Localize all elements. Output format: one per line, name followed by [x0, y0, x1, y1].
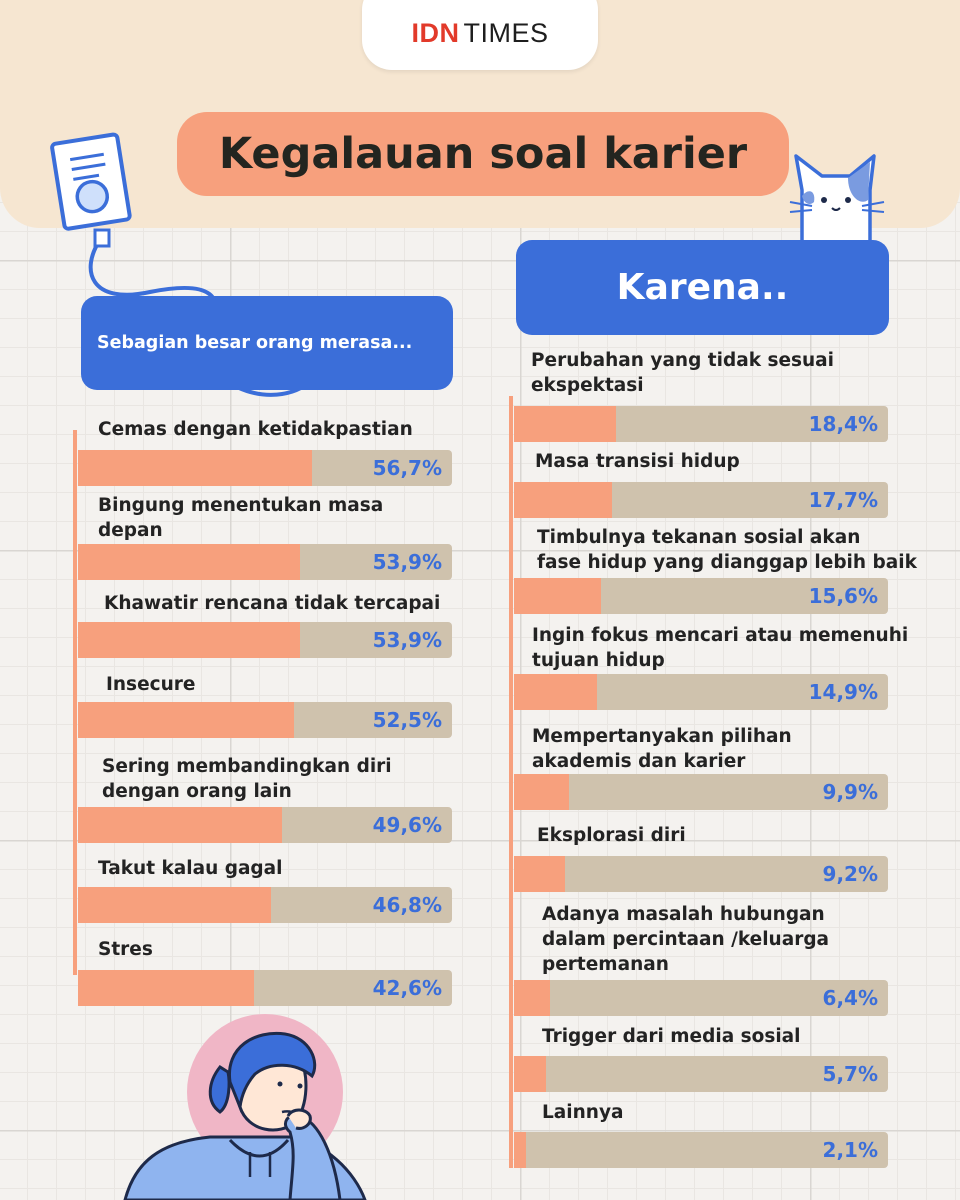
bar: [78, 544, 300, 580]
bar-value-label: 18,4%: [808, 412, 878, 436]
bar: [78, 970, 254, 1006]
bar: [514, 980, 550, 1016]
left-panel-heading: Sebagian besar orang merasa...: [81, 296, 453, 390]
bar-track: [514, 1056, 888, 1092]
bar-track: [514, 856, 888, 892]
bar: [78, 450, 312, 486]
bar: [514, 1056, 546, 1092]
bar: [514, 674, 597, 710]
bar-value-label: 5,7%: [822, 1062, 878, 1086]
left-panel-rule: [73, 430, 77, 975]
bar-label: Sering membandingkan diri dengan orang lain: [102, 756, 392, 802]
bar: [514, 774, 569, 810]
bar-track: [78, 807, 452, 843]
bar-track: [514, 482, 888, 518]
bar: [78, 702, 294, 738]
bar: [514, 578, 601, 614]
bar: [514, 406, 616, 442]
bar-value-label: 17,7%: [808, 488, 878, 512]
bar-label: Insecure: [106, 674, 196, 695]
cat-icon: [782, 150, 892, 245]
bar-track: [514, 774, 888, 810]
bar-label: Trigger dari media sosial: [542, 1026, 801, 1047]
bar-label: Cemas dengan ketidakpastian: [98, 419, 413, 440]
bar-value-label: 49,6%: [372, 813, 442, 837]
bar: [78, 807, 282, 843]
bar-label: Takut kalau gagal: [98, 858, 283, 879]
bar-track: [514, 674, 888, 710]
bar-track: [78, 970, 452, 1006]
bar-value-label: 52,5%: [372, 708, 442, 732]
bar-track: [78, 887, 452, 923]
bar-value-label: 6,4%: [822, 986, 878, 1010]
bar-value-label: 53,9%: [372, 550, 442, 574]
bar-label: Khawatir rencana tidak tercapai: [104, 593, 441, 614]
logo-idn: IDN: [411, 18, 460, 48]
bar-label: Stres: [98, 939, 153, 960]
bar-label: Perubahan yang tidak sesuai ekspektasi: [531, 350, 835, 396]
bar-label: Timbulnya tekanan sosial akan fase hidup yang dianggap lebih baik: [537, 527, 917, 573]
bar-track: [78, 702, 452, 738]
bar-track: [514, 406, 888, 442]
bar-label: Lainnya: [542, 1102, 624, 1123]
bar-track: [514, 1132, 888, 1168]
bar-track: [78, 622, 452, 658]
bar-label: Eksplorasi diri: [537, 825, 686, 846]
bar-value-label: 46,8%: [372, 893, 442, 917]
right-panel-heading: Karena..: [516, 240, 889, 335]
bar: [514, 1132, 526, 1168]
bar-label: Masa transisi hidup: [535, 451, 740, 472]
bar-label: Mempertanyakan pilihan akademis dan karier: [532, 726, 792, 772]
bar: [514, 856, 565, 892]
page-title: Kegalauan soal karier: [177, 112, 789, 196]
bar-value-label: 15,6%: [808, 584, 878, 608]
bar: [78, 622, 300, 658]
idn-times-logo: [362, 18, 598, 49]
bar-value-label: 2,1%: [822, 1138, 878, 1162]
bar-label: Ingin fokus mencari atau memenuhi tujuan hidup: [532, 625, 909, 671]
bar-value-label: 9,2%: [822, 862, 878, 886]
bar-label: Bingung menentukan masa depan: [98, 495, 384, 541]
bar: [514, 482, 612, 518]
bar-track: [514, 578, 888, 614]
bar-value-label: 42,6%: [372, 976, 442, 1000]
bar-value-label: 9,9%: [822, 780, 878, 804]
bar-value-label: 56,7%: [372, 456, 442, 480]
right-panel-rule: [509, 396, 513, 1168]
bar-track: [78, 450, 452, 486]
bar-label: Adanya masalah hubungan dalam percintaan /keluarga pertemanan: [542, 904, 830, 975]
bar: [78, 887, 271, 923]
bar-value-label: 14,9%: [808, 680, 878, 704]
bar-track: [78, 544, 452, 580]
logo-times: TIMES: [463, 18, 549, 48]
thinking-person-icon: [120, 1012, 380, 1200]
bar-track: [514, 980, 888, 1016]
bar-value-label: 53,9%: [372, 628, 442, 652]
